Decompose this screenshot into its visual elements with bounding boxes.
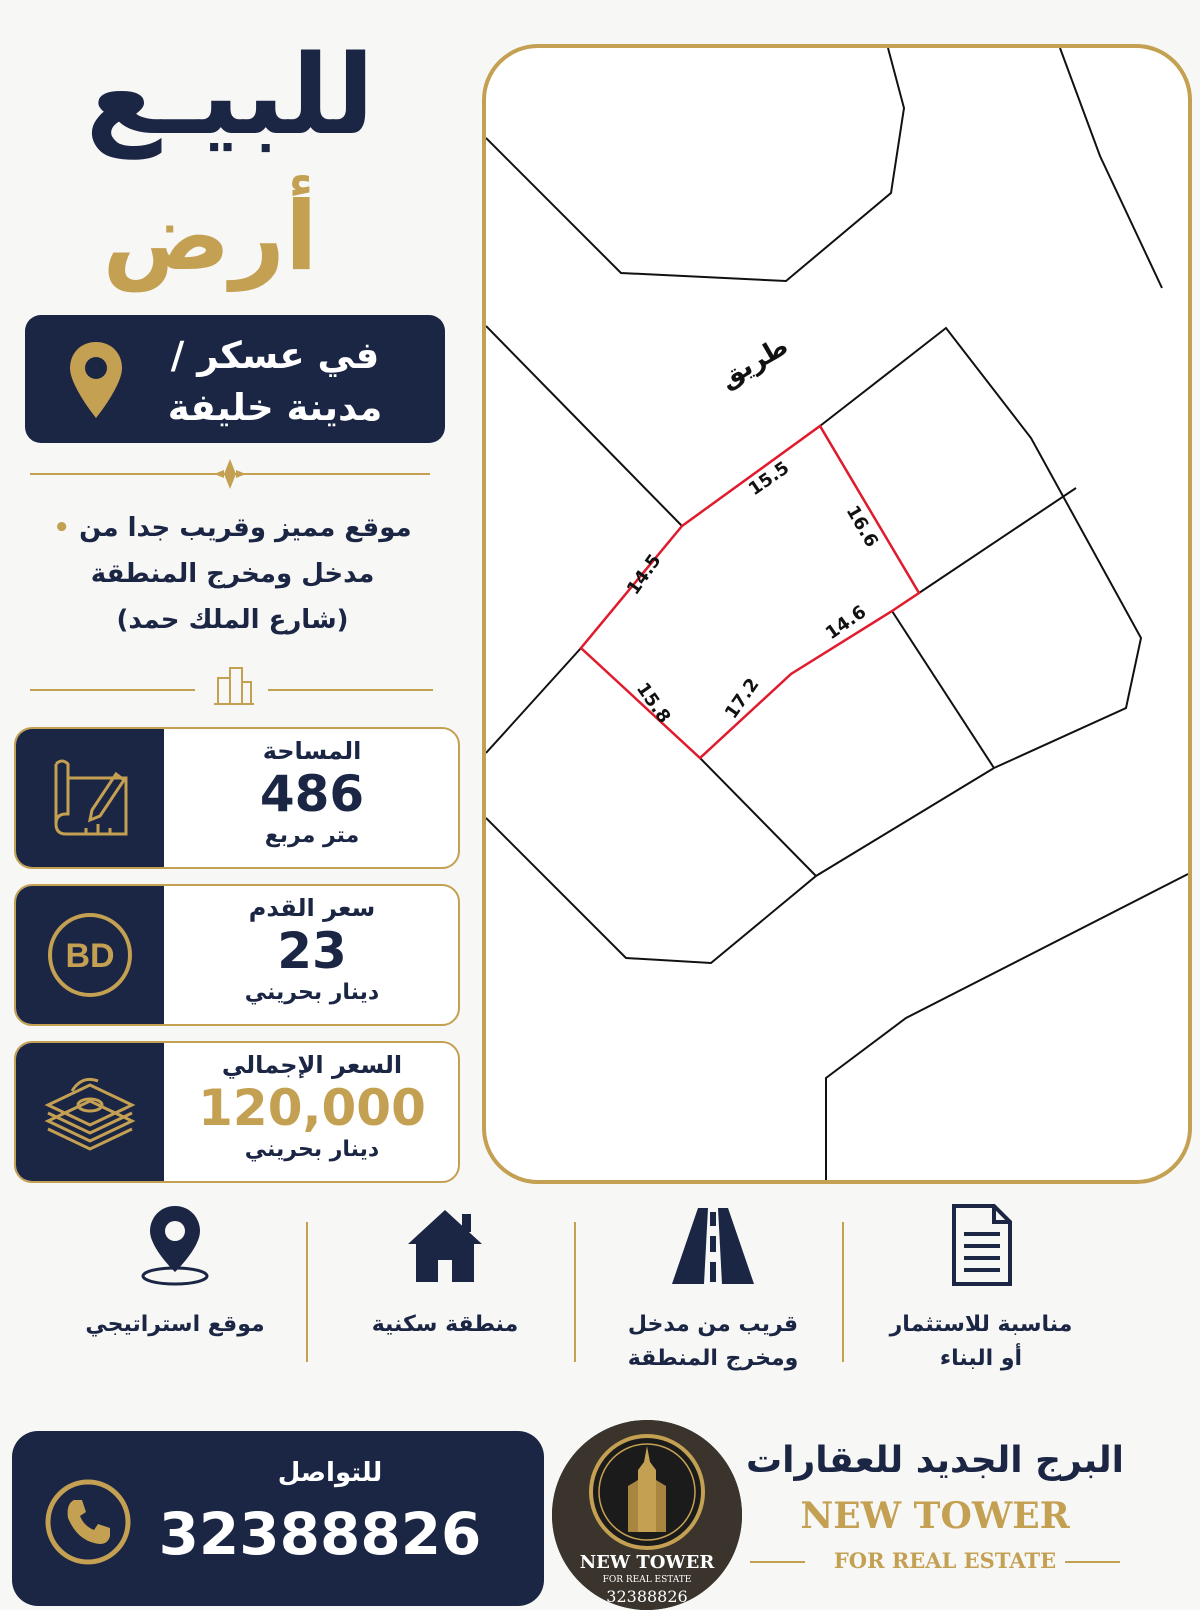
area-unit: متر مربع [264,823,360,848]
diamond-ornament-icon [214,459,246,489]
location-line-1: في عسكر / [170,334,380,377]
feature-separator [574,1222,576,1362]
foot-price-label: سعر القدم [248,894,376,922]
area-icon-pane [16,729,164,867]
brand-arabic: البرج الجديد للعقارات [745,1440,1125,1481]
feature-investment-line-1: مناسبة للاستثمار [889,1312,1073,1337]
divider-left [30,689,195,691]
building-icon [214,664,254,706]
feature-access-line-2: ومخرج المنطقة [627,1346,799,1371]
total-label: السعر الإجمالي [221,1051,403,1079]
feature-strategic-label: موقع استراتيجي [85,1312,265,1337]
dim-right: 16.6 [841,502,883,551]
feature-investment [866,1200,1096,1376]
description [30,505,435,643]
feature-access-line-1: قريب من مدخل [627,1312,799,1337]
description-line-3: (شارع الملك حمد) [116,605,349,635]
dim-bottom: 17.2 [720,674,764,723]
contact-label: للتواصل [277,1458,383,1488]
feature-residential-label: منطقة سكنية [371,1312,519,1337]
description-line-2: مدخل ومخرج المنطقة [90,559,375,589]
bd-badge-text: BD [65,937,115,975]
logo-phone: 32388826 [606,1587,688,1606]
location-pin-icon [130,1200,220,1290]
dim-left: 14.5 [622,550,666,599]
brand-sub-rule-left [750,1561,805,1563]
description-line-1: موقع مميز وقريب جدا من [79,513,412,543]
logo-sub: FOR REAL ESTATE [602,1575,692,1585]
title-land: أرض [102,182,318,292]
dim-top: 15.5 [744,457,794,501]
road-label: طريق [714,331,794,395]
total-price-card [14,1041,460,1183]
area-label: المساحة [262,737,362,765]
area-value: 486 [259,765,365,823]
money-stack-icon [42,1071,138,1155]
area-card [14,727,460,869]
contact-phone[interactable]: 32388826 [158,1500,482,1568]
total-unit: دينار بحريني [244,1137,380,1162]
blueprint-icon [46,754,134,840]
feature-separator [842,1222,844,1362]
foot-price-card [14,884,460,1026]
plot-map [482,44,1192,1184]
phone-icon[interactable] [44,1478,132,1566]
foot-price-unit: دينار بحريني [244,980,380,1005]
dim-lower-right: 14.6 [821,601,871,645]
bd-currency-icon [46,911,134,999]
feature-strategic [60,1200,290,1342]
location-line-2: مدينة خليفة [167,386,383,429]
brand-subtitle: FOR REAL ESTATE [833,1548,1057,1573]
location-text [130,330,420,434]
total-icon-pane [16,1043,164,1181]
logo-text: NEW TOWER [579,1552,715,1573]
document-icon [936,1200,1026,1290]
title-for-sale: للبيـع [85,31,375,159]
feature-investment-line-2: أو البناء [939,1346,1023,1371]
road-icon [668,1200,758,1290]
foot-price-value: 23 [277,922,347,980]
divider-right [268,689,433,691]
feature-access-label [598,1308,828,1376]
total-value: 120,000 [198,1079,426,1137]
tower-logo-icon [552,1420,742,1610]
plot-map-drawing [486,48,1188,1180]
foot-price-icon-pane [16,886,164,1024]
feature-residential [330,1200,560,1342]
dim-lower-left: 15.8 [631,678,675,728]
feature-access [598,1200,828,1376]
map-pin-icon [66,340,126,420]
bullet-dot: • [53,513,71,543]
brand-english: NEW TOWER [800,1495,1070,1537]
brand-logo [552,1420,742,1610]
feature-separator [306,1222,308,1362]
house-icon [400,1200,490,1290]
feature-investment-label [866,1308,1096,1376]
